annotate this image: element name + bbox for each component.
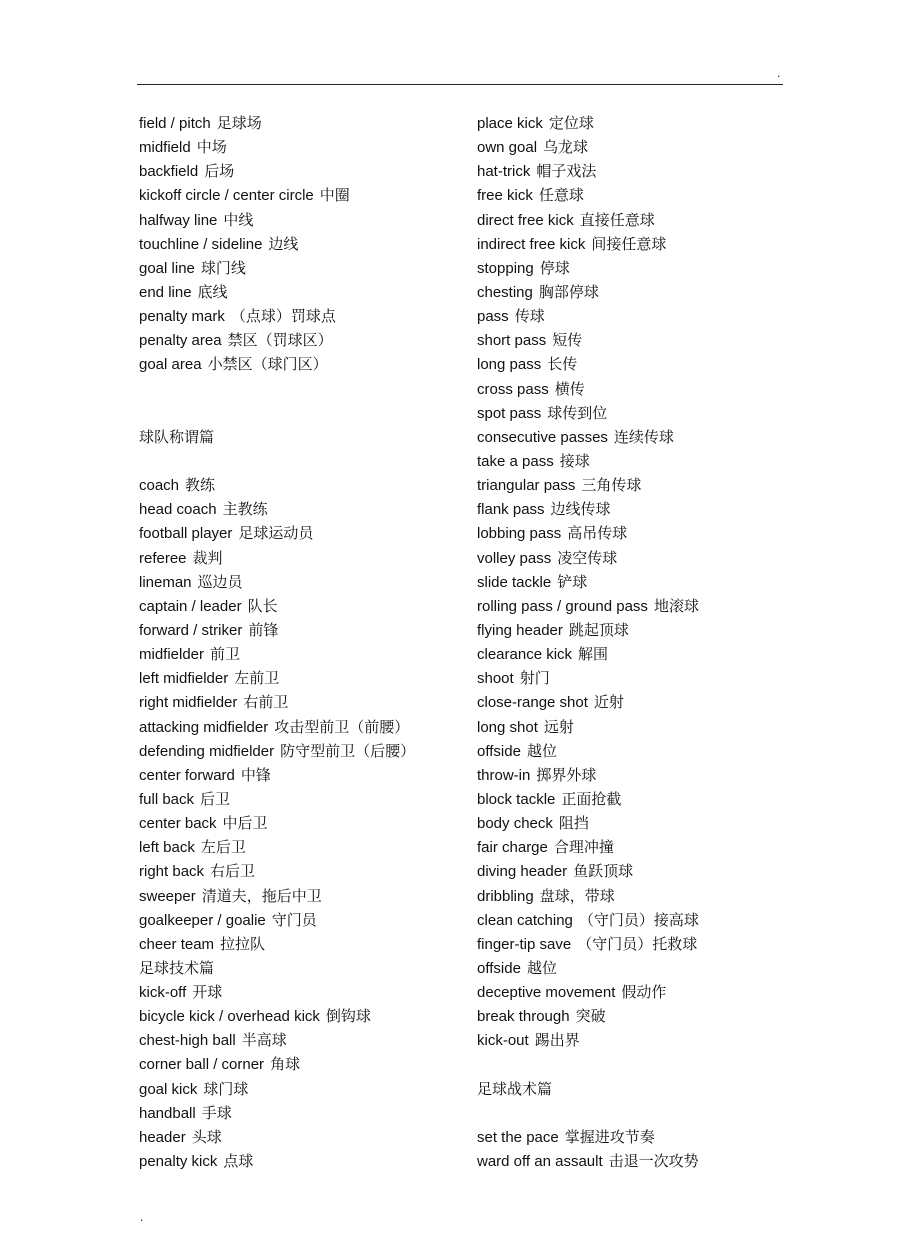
vocab-entry — [477, 498, 797, 522]
english-term: midfielder — [139, 646, 205, 664]
vocab-entry — [139, 353, 469, 377]
chinese-term: 长传 — [547, 356, 578, 374]
english-term: chesting — [477, 283, 533, 301]
english-term: chest-high ball — [139, 1032, 236, 1050]
english-term: end line — [139, 283, 192, 301]
chinese-term: 攻击型前卫（前腰） — [274, 718, 410, 736]
chinese-term: 主教练 — [222, 501, 268, 519]
english-term: penalty mark — [139, 308, 225, 326]
chinese-term: 连续传球 — [613, 428, 674, 446]
chinese-term: 右前卫 — [243, 694, 289, 712]
english-term: head coach — [139, 501, 217, 519]
vocab-entry — [477, 595, 797, 619]
vocab-entry — [477, 716, 797, 740]
vocab-entry — [139, 981, 469, 1005]
english-term: stopping — [477, 259, 534, 277]
chinese-term: 足球运动员 — [238, 525, 314, 543]
vocab-entry — [477, 329, 797, 353]
english-term: coach — [139, 477, 180, 495]
chinese-term: 球门线 — [200, 259, 246, 277]
english-term: diving header — [477, 863, 568, 881]
english-term: take a pass — [477, 452, 554, 470]
chinese-term: 越位 — [526, 742, 557, 760]
vocab-entry — [139, 233, 469, 257]
chinese-term: 边线 — [268, 235, 299, 253]
english-term: throw-in — [477, 766, 531, 784]
english-term: offside — [477, 959, 521, 977]
chinese-term: 踢出界 — [534, 1032, 580, 1050]
vocab-entry — [139, 474, 469, 498]
vocab-entry — [477, 740, 797, 764]
english-term: right midfielder — [139, 694, 238, 712]
english-term: football player — [139, 525, 233, 543]
chinese-term: 清道夫，拖后中卫 — [201, 887, 322, 905]
chinese-term: 地滚球 — [653, 597, 699, 615]
chinese-term: 教练 — [185, 477, 216, 495]
english-term: block tackle — [477, 790, 556, 808]
english-term: shoot — [477, 670, 514, 688]
vocab-entry — [477, 764, 797, 788]
english-term: corner ball / corner — [139, 1056, 265, 1074]
english-term: flank pass — [477, 501, 545, 519]
chinese-term: 倒钩球 — [325, 1008, 371, 1026]
vocab-entry — [139, 1126, 469, 1150]
chinese-term: 底线 — [197, 283, 228, 301]
vocab-entry — [477, 378, 797, 402]
chinese-term: 三角传球 — [581, 477, 642, 495]
chinese-term: 中圈 — [319, 187, 350, 205]
blank-line — [139, 450, 469, 474]
section-heading-text: 球队称谓篇 — [139, 428, 215, 446]
english-term: clean catching — [477, 911, 573, 929]
vocab-entry — [477, 933, 797, 957]
english-term: bicycle kick / overhead kick — [139, 1008, 320, 1026]
english-term: left midfielder — [139, 670, 229, 688]
english-term: set the pace — [477, 1128, 559, 1146]
vocab-entry — [477, 112, 797, 136]
english-term: long pass — [477, 356, 542, 374]
section-heading-text: 足球战术篇 — [477, 1080, 553, 1098]
chinese-term: 点球 — [223, 1153, 254, 1171]
vocab-entry — [139, 160, 469, 184]
english-term: hat-trick — [477, 163, 531, 181]
vocab-entry — [477, 667, 797, 691]
chinese-term: 短传 — [552, 332, 583, 350]
section-heading — [139, 957, 469, 981]
chinese-term: 高吊传球 — [567, 525, 628, 543]
english-term: center forward — [139, 766, 235, 784]
vocab-entry — [139, 691, 469, 715]
chinese-term: 假动作 — [621, 984, 667, 1002]
chinese-term: 球门球 — [203, 1080, 249, 1098]
blank-line — [139, 402, 469, 426]
english-term: midfield — [139, 139, 191, 157]
chinese-term: 击退一次攻势 — [608, 1153, 699, 1171]
english-term: slide tackle — [477, 573, 552, 591]
chinese-term: 凌空传球 — [557, 549, 618, 567]
chinese-term: 拉拉队 — [220, 935, 266, 953]
vocab-entry — [477, 136, 797, 160]
english-term: lineman — [139, 573, 192, 591]
english-term: body check — [477, 815, 553, 833]
chinese-term: 边线传球 — [550, 501, 611, 519]
chinese-term: （点球）罚球点 — [230, 308, 336, 326]
vocab-entry — [139, 1053, 469, 1077]
header-rule — [137, 84, 783, 85]
vocab-entry — [477, 1029, 797, 1053]
chinese-term: 鱼跃顶球 — [573, 863, 634, 881]
english-term: consecutive passes — [477, 428, 608, 446]
blank-line — [139, 378, 469, 402]
english-term: rolling pass / ground pass — [477, 597, 648, 615]
english-term: cross pass — [477, 380, 549, 398]
chinese-term: 中后卫 — [222, 815, 268, 833]
chinese-term: 横传 — [554, 380, 585, 398]
english-term: header — [139, 1128, 186, 1146]
vocab-entry — [139, 812, 469, 836]
chinese-term: 半高球 — [241, 1032, 287, 1050]
english-term: penalty kick — [139, 1153, 218, 1171]
english-term: kick-off — [139, 984, 187, 1002]
vocab-entry — [139, 764, 469, 788]
vocab-entry — [139, 1029, 469, 1053]
english-term: deceptive movement — [477, 984, 616, 1002]
vocab-entry — [477, 474, 797, 498]
chinese-term: 胸部停球 — [538, 283, 599, 301]
english-term: backfield — [139, 163, 199, 181]
chinese-term: 解围 — [578, 646, 609, 664]
vocab-entry — [477, 571, 797, 595]
english-term: handball — [139, 1104, 196, 1122]
english-term: spot pass — [477, 404, 542, 422]
chinese-term: 直接任意球 — [579, 211, 655, 229]
vocab-entry — [477, 860, 797, 884]
vocab-entry — [139, 136, 469, 160]
vocab-entry — [139, 1005, 469, 1029]
vocab-entry — [477, 522, 797, 546]
english-term: goalkeeper / goalie — [139, 911, 266, 929]
english-term: referee — [139, 549, 187, 567]
english-term: goal line — [139, 259, 195, 277]
chinese-term: 阻挡 — [558, 815, 589, 833]
chinese-term: 禁区（罚球区） — [227, 332, 333, 350]
blank-line — [477, 1102, 797, 1126]
english-term: ward off an assault — [477, 1153, 603, 1171]
vocab-entry — [477, 812, 797, 836]
english-term: break through — [477, 1008, 570, 1026]
vocab-entry — [139, 257, 469, 281]
vocab-entry — [477, 209, 797, 233]
vocab-entry — [139, 836, 469, 860]
chinese-term: 掌握进攻节奏 — [564, 1128, 655, 1146]
vocab-entry — [139, 547, 469, 571]
chinese-term: 接球 — [559, 452, 590, 470]
vocab-entry — [477, 619, 797, 643]
english-term: full back — [139, 790, 195, 808]
chinese-term: 间接任意球 — [591, 235, 667, 253]
english-term: center back — [139, 815, 217, 833]
chinese-term: （守门员）托救球 — [577, 935, 698, 953]
vocab-entry — [139, 281, 469, 305]
vocab-entry — [477, 909, 797, 933]
vocab-entry — [139, 595, 469, 619]
english-term: attacking midfielder — [139, 718, 269, 736]
chinese-term: 手球 — [201, 1104, 232, 1122]
vocab-entry — [139, 209, 469, 233]
vocab-entry — [139, 184, 469, 208]
vocab-entry — [477, 547, 797, 571]
chinese-term: 正面抢截 — [561, 790, 622, 808]
chinese-term: 左后卫 — [200, 839, 246, 857]
chinese-term: 定位球 — [548, 115, 594, 132]
english-term: kick-out — [477, 1032, 529, 1050]
chinese-term: 球传到位 — [547, 404, 608, 422]
english-term: sweeper — [139, 887, 196, 905]
chinese-term: 守门员 — [271, 911, 317, 929]
vocab-entry — [139, 716, 469, 740]
chinese-term: 前卫 — [210, 646, 241, 664]
chinese-term: 掷界外球 — [536, 766, 597, 784]
english-term: pass — [477, 308, 509, 326]
english-term: fair charge — [477, 839, 548, 857]
vocab-entry — [477, 836, 797, 860]
vocab-entry — [139, 619, 469, 643]
vocab-entry — [477, 450, 797, 474]
chinese-term: 合理冲撞 — [553, 839, 614, 857]
vocab-entry — [477, 691, 797, 715]
vocab-entry — [477, 353, 797, 377]
chinese-term: 足球场 — [216, 115, 262, 132]
vocab-entry — [477, 981, 797, 1005]
english-term: cheer team — [139, 935, 215, 953]
chinese-term: （守门员）接高球 — [578, 911, 699, 929]
vocab-entry — [477, 233, 797, 257]
vocab-entry — [139, 522, 469, 546]
chinese-term: 巡边员 — [197, 573, 243, 591]
english-term: direct free kick — [477, 211, 574, 229]
chinese-term: 铲球 — [557, 573, 588, 591]
vocab-entry — [139, 740, 469, 764]
header-mark: . — [777, 66, 781, 80]
section-heading — [139, 426, 469, 450]
vocab-entry — [139, 788, 469, 812]
vocab-entry — [139, 112, 469, 136]
left-column — [139, 112, 469, 1174]
blank-line — [477, 1053, 797, 1077]
english-term: finger-tip save — [477, 935, 572, 953]
vocab-entry — [477, 281, 797, 305]
english-term: clearance kick — [477, 646, 573, 664]
english-term: field / pitch — [139, 115, 211, 132]
right-column — [477, 112, 797, 1174]
vocab-entry — [139, 643, 469, 667]
vocab-entry — [477, 402, 797, 426]
vocab-entry — [139, 1078, 469, 1102]
vocab-entry — [477, 257, 797, 281]
chinese-term: 中锋 — [240, 766, 271, 784]
vocab-entry — [139, 571, 469, 595]
english-term: place kick — [477, 115, 543, 132]
english-term: right back — [139, 863, 205, 881]
english-term: short pass — [477, 332, 547, 350]
english-term: kickoff circle / center circle — [139, 187, 314, 205]
chinese-term: 左前卫 — [234, 670, 280, 688]
english-term: goal kick — [139, 1080, 198, 1098]
section-heading — [477, 1078, 797, 1102]
vocab-entry — [139, 1150, 469, 1174]
english-term: defending midfielder — [139, 742, 275, 760]
chinese-term: 裁判 — [192, 549, 223, 567]
chinese-term: 盘球，带球 — [539, 887, 615, 905]
vocab-entry — [477, 885, 797, 909]
chinese-term: 中线 — [223, 211, 254, 229]
chinese-term: 停球 — [539, 259, 570, 277]
english-term: own goal — [477, 139, 538, 157]
english-term: indirect free kick — [477, 235, 586, 253]
vocab-entry — [477, 957, 797, 981]
vocab-entry — [139, 909, 469, 933]
vocab-entry — [139, 667, 469, 691]
english-term: flying header — [477, 621, 563, 639]
vocab-entry — [139, 1102, 469, 1126]
chinese-term: 越位 — [526, 959, 557, 977]
vocab-entry — [139, 305, 469, 329]
english-term: forward / striker — [139, 621, 243, 639]
chinese-term: 后场 — [204, 163, 235, 181]
chinese-term: 远射 — [543, 718, 574, 736]
english-term: volley pass — [477, 549, 552, 567]
vocab-entry — [139, 933, 469, 957]
chinese-term: 近射 — [593, 694, 624, 712]
chinese-term: 队长 — [247, 597, 278, 615]
english-term: captain / leader — [139, 597, 242, 615]
chinese-term: 传球 — [514, 308, 545, 326]
english-term: long shot — [477, 718, 538, 736]
vocab-entry — [139, 860, 469, 884]
chinese-term: 防守型前卫（后腰） — [280, 742, 416, 760]
english-term: close-range shot — [477, 694, 588, 712]
chinese-term: 前锋 — [248, 621, 279, 639]
vocab-entry — [477, 788, 797, 812]
chinese-term: 突破 — [575, 1008, 606, 1026]
chinese-term: 头球 — [191, 1128, 222, 1146]
chinese-term: 跳起顶球 — [568, 621, 629, 639]
footer-mark: . — [140, 1210, 144, 1224]
english-term: free kick — [477, 187, 533, 205]
english-term: halfway line — [139, 211, 218, 229]
vocab-entry — [477, 1150, 797, 1174]
vocab-entry — [139, 885, 469, 909]
vocab-entry — [477, 643, 797, 667]
chinese-term: 任意球 — [538, 187, 584, 205]
chinese-term: 乌龙球 — [543, 139, 589, 157]
english-term: goal area — [139, 356, 202, 374]
english-term: touchline / sideline — [139, 235, 263, 253]
vocab-entry — [139, 498, 469, 522]
chinese-term: 中场 — [196, 139, 227, 157]
vocab-entry — [477, 1005, 797, 1029]
chinese-term: 右后卫 — [210, 863, 256, 881]
chinese-term: 开球 — [192, 984, 223, 1002]
section-heading-text: 足球技术篇 — [139, 959, 215, 977]
chinese-term: 射门 — [519, 670, 550, 688]
english-term: penalty area — [139, 332, 222, 350]
chinese-term: 角球 — [270, 1056, 301, 1074]
vocab-entry — [477, 1126, 797, 1150]
english-term: offside — [477, 742, 521, 760]
vocab-entry — [139, 329, 469, 353]
english-term: lobbing pass — [477, 525, 562, 543]
chinese-term: 后卫 — [200, 790, 231, 808]
english-term: left back — [139, 839, 195, 857]
english-term: triangular pass — [477, 477, 576, 495]
english-term: dribbling — [477, 887, 534, 905]
vocab-entry — [477, 184, 797, 208]
chinese-term: 帽子戏法 — [536, 163, 597, 181]
vocab-entry — [477, 426, 797, 450]
chinese-term: 小禁区（球门区） — [207, 356, 328, 374]
vocab-entry — [477, 305, 797, 329]
vocab-entry — [477, 160, 797, 184]
